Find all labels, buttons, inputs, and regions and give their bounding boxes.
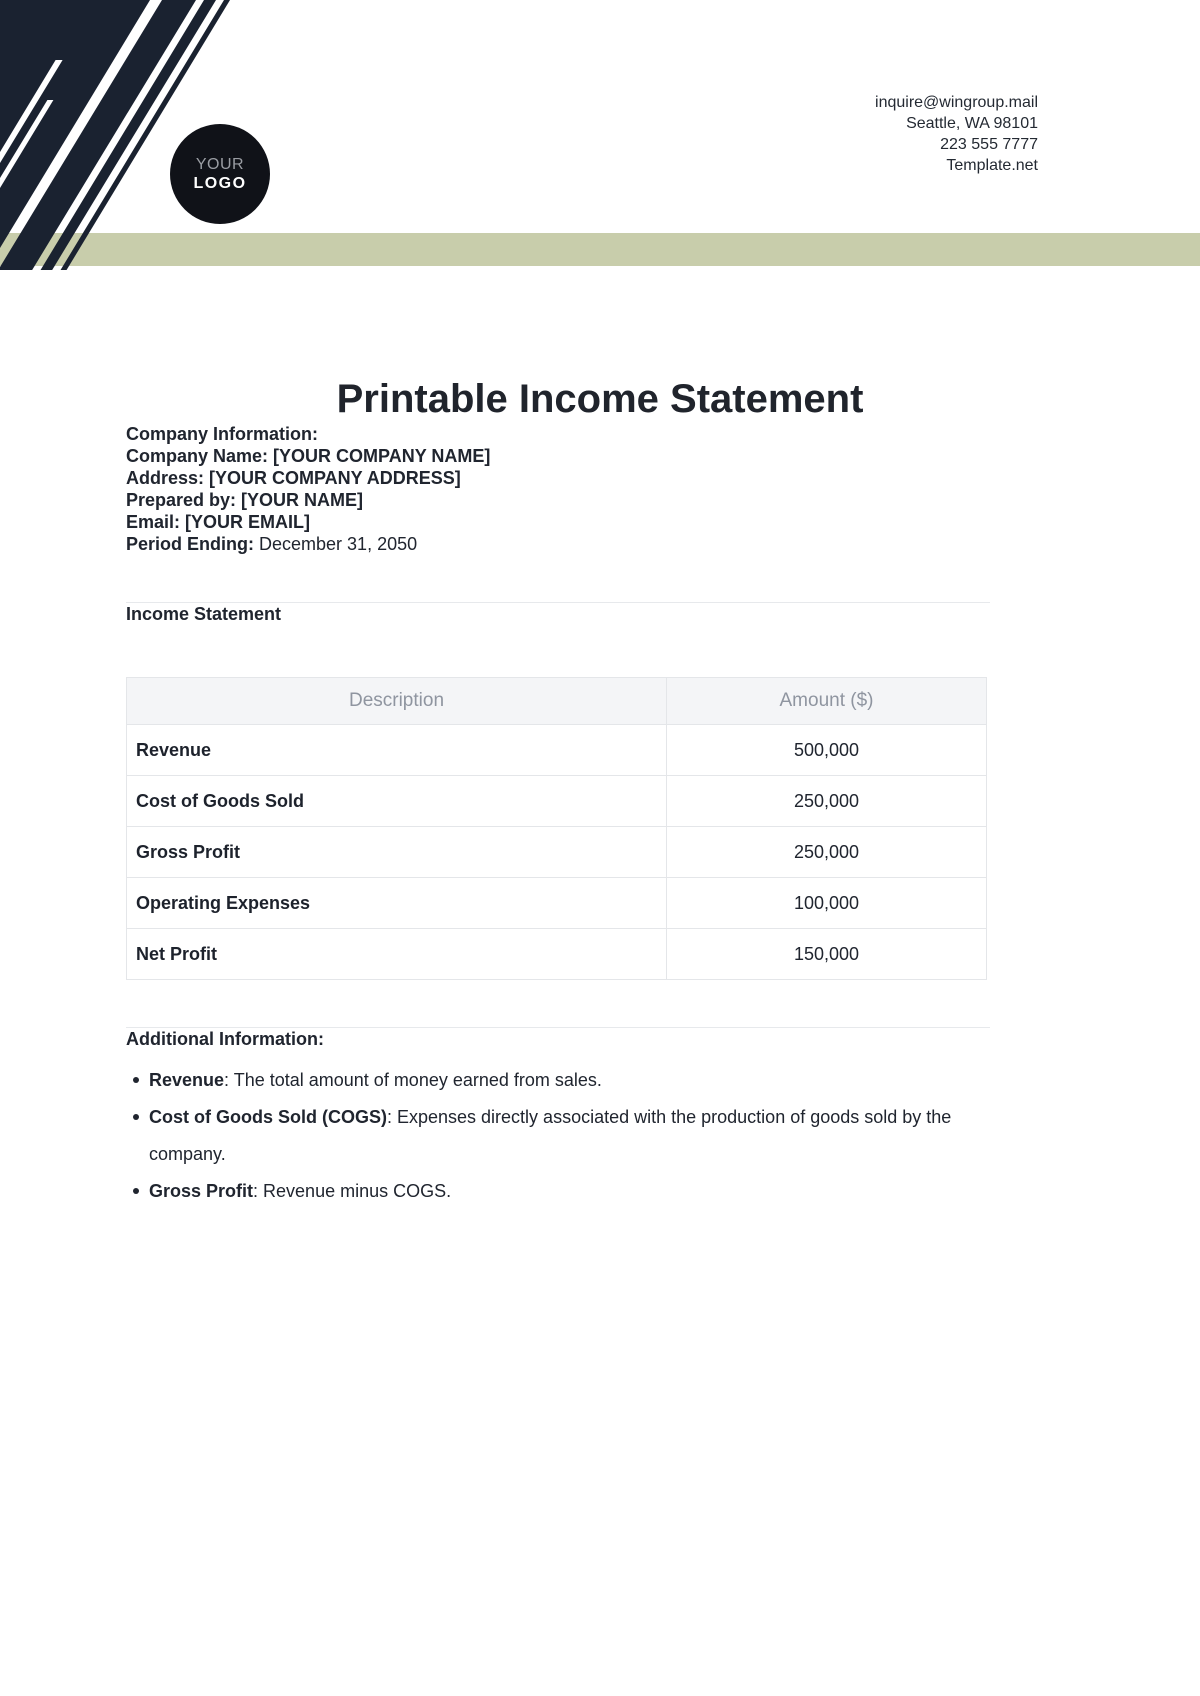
contact-website: Template.net bbox=[946, 157, 1038, 174]
company-name-line: Company Name: [YOUR COMPANY NAME] bbox=[126, 446, 491, 466]
row-description: Operating Expenses bbox=[127, 878, 667, 929]
contact-phone: 223 555 7777 bbox=[940, 136, 1038, 153]
additional-info-list bbox=[126, 1062, 990, 1210]
table-header-row bbox=[127, 678, 987, 725]
bullet-item bbox=[126, 1173, 990, 1210]
company-address-line: Address: [YOUR COMPANY ADDRESS] bbox=[126, 468, 461, 488]
table-row bbox=[127, 878, 987, 929]
prepared-by-line: Prepared by: [YOUR NAME] bbox=[126, 490, 364, 510]
row-description: Cost of Goods Sold bbox=[127, 776, 667, 827]
income-statement-heading: Income Statement bbox=[126, 604, 282, 624]
row-amount: 250,000 bbox=[667, 827, 987, 878]
row-amount: 150,000 bbox=[667, 929, 987, 980]
bullet-lead: Revenue bbox=[149, 1070, 225, 1090]
bullet-text: : Revenue minus COGS. bbox=[253, 1181, 452, 1201]
contact-address: Seattle, WA 98101 bbox=[906, 115, 1038, 132]
period-ending-line bbox=[126, 533, 990, 555]
income-statement-table bbox=[126, 677, 987, 980]
row-amount: 500,000 bbox=[667, 725, 987, 776]
table-header-description: Description bbox=[127, 678, 667, 725]
table-row bbox=[127, 827, 987, 878]
contact-block bbox=[875, 92, 1038, 176]
table-row bbox=[127, 929, 987, 980]
row-description: Revenue bbox=[127, 725, 667, 776]
contact-email: inquire@wingroup.mail bbox=[875, 94, 1038, 111]
logo-text-your: YOUR bbox=[195, 156, 245, 173]
bullet-lead: Cost of Goods Sold (COGS) bbox=[149, 1107, 387, 1127]
email-line: Email: [YOUR EMAIL] bbox=[126, 512, 311, 532]
row-amount: 100,000 bbox=[667, 878, 987, 929]
bullet-lead: Gross Profit bbox=[149, 1181, 254, 1201]
row-description: Net Profit bbox=[127, 929, 667, 980]
table-row bbox=[127, 776, 987, 827]
bullet-text: : The total amount of money earned from sales. bbox=[224, 1070, 602, 1090]
bullet-item bbox=[126, 1099, 990, 1173]
table-header-amount: Amount ($) bbox=[667, 678, 987, 725]
page-title: Printable Income Statement bbox=[336, 377, 864, 421]
row-amount: 250,000 bbox=[667, 776, 987, 827]
company-logo bbox=[170, 124, 270, 224]
period-ending-value: December 31, 2050 bbox=[259, 534, 418, 554]
table-row bbox=[127, 725, 987, 776]
logo-text-logo: LOGO bbox=[193, 175, 247, 192]
bullet-item bbox=[126, 1062, 990, 1099]
company-info-heading: Company Information: bbox=[126, 424, 318, 444]
row-description: Gross Profit bbox=[127, 827, 667, 878]
additional-info-heading: Additional Information: bbox=[126, 1029, 324, 1049]
document-body bbox=[126, 423, 990, 1210]
period-ending-label: Period Ending: bbox=[126, 534, 254, 554]
bullet-text: : Expenses directly associated with the production of goods sold by the company. bbox=[149, 1107, 952, 1164]
